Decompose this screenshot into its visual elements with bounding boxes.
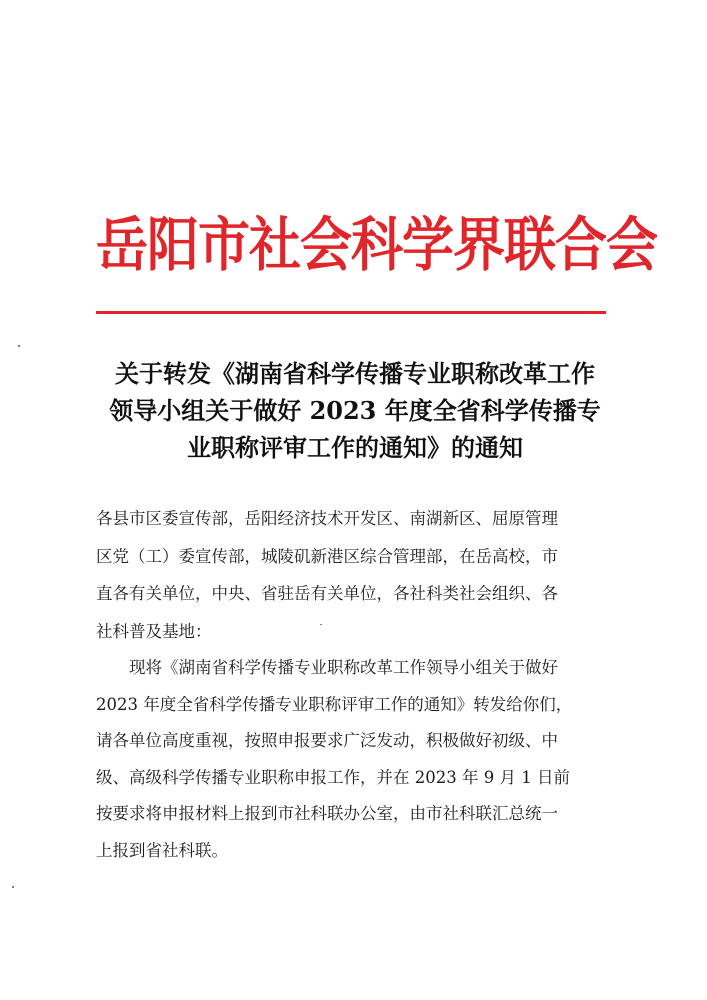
recipients-line: 直各有关单位，中央、省驻岳有关单位，各社科类社会组织、各 — [96, 584, 558, 603]
body-line: 级、高级科学传播专业职称申报工作，并在 2023 年 9 月 1 日前 — [96, 767, 570, 787]
body-line: 按要求将申报材料上报到市社科联办公室，由市社科联汇总统一 — [96, 804, 558, 823]
title-line: 业职称评审工作的通知》的通知 — [187, 433, 523, 462]
scan-speck — [320, 624, 322, 625]
recipients-line: 各县市区委宣传部，岳阳经济技术开发区、南湖新区、屈原管理 — [96, 509, 558, 528]
body-line: 现将《湖南省科学传播专业职称改革工作领导小组关于做好 — [129, 658, 558, 677]
scan-speck — [18, 345, 20, 347]
header-divider — [96, 311, 606, 314]
recipients-line: 区党（工）委宣传部，城陵矶新港区综合管理部，在岳高校，市 — [96, 546, 558, 566]
scan-speck — [12, 886, 14, 888]
body-line: 2023 年度全省科学传播专业职称评审工作的通知》转发给你们， — [96, 694, 573, 714]
title-line: 关于转发《湖南省科学传播专业职称改革工作 — [115, 359, 595, 388]
recipients-paragraph — [96, 500, 611, 650]
document-title — [100, 355, 610, 466]
organization-header: 岳阳市社会科学界联合会 — [96, 212, 658, 280]
body-line: 请各单位高度重视，按照申报要求广泛发动，积极做好初级、中 — [96, 731, 558, 750]
body-paragraph — [96, 650, 611, 869]
body-line: 上报到省社科联。 — [96, 840, 228, 860]
title-line: 领导小组关于做好 2023 年度全省科学传播专 — [109, 396, 601, 425]
recipients-line: 社科普及基地： — [96, 621, 212, 641]
